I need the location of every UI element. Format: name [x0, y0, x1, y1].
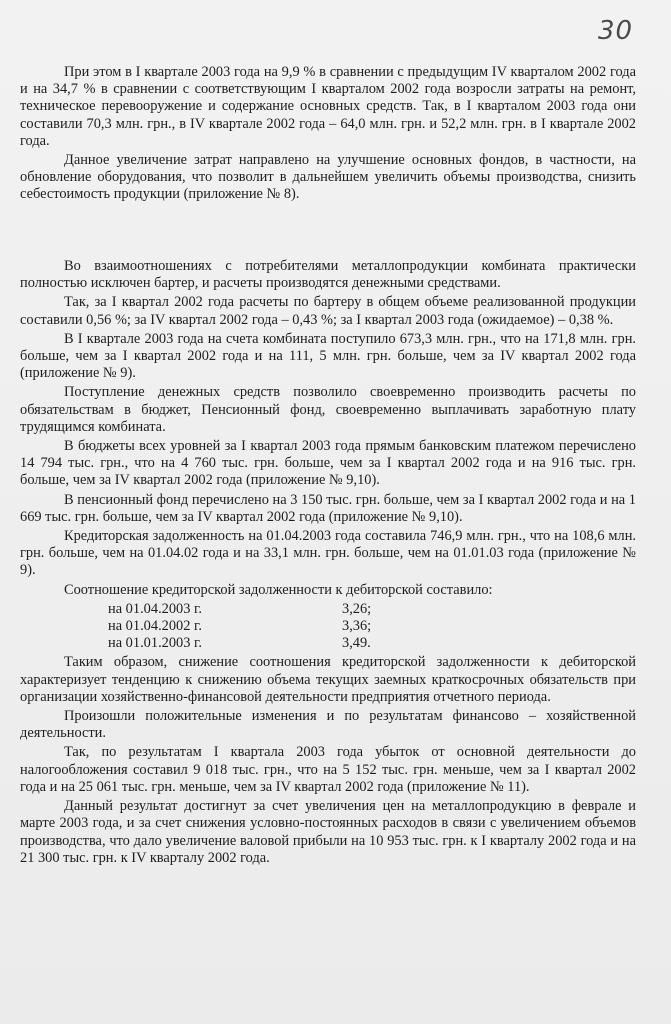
paragraph: Произошли положительные изменения и по результатам финансово – хозяйственной деятельности. — [20, 708, 636, 742]
paragraph: Данное увеличение затрат направлено на улучшение основных фондов, в частности, на обновление оборудования, что позволит в дальнейшем увеличить объемы производства, снизить себестоимость продукции (приложение № 8). — [20, 152, 636, 203]
section-settlements — [20, 258, 636, 869]
paragraph: При этом в I квартале 2003 года на 9,9 % в сравнении с предыдущим IV кварталом 2002 года и на 34,7 % в сравнении с соответствующим I кварталом 2002 года возросли затраты на ремонт, техническое перевооружение и содержание основных средств. Так, в I кварталом 2003 года они составили 70,3 млн. грн., в IV квартале 2002 года – 64,0 млн. грн. и 52,2 млн. грн. в I квартале 2002 года. — [20, 64, 636, 149]
paragraph: Кредиторская задолженность на 01.04.2003 года составила 746,9 млн. грн., что на 108,6 млн. грн. больше, чем на 01.04.02 года и на 33,1 млн. грн. больше, чем на 01.01.03 года (приложение № 9). — [20, 528, 636, 579]
paragraph: В бюджеты всех уровней за I квартал 2003 года прямым банковским платежом перечислено 14 794 тыс. грн., что на 4 760 тыс. грн. больше, чем за I квартал 2002 года и на 916 тыс. грн. больше, чем за IV квартал 2002 года (приложение № 9,10). — [20, 438, 636, 489]
paragraph: Поступление денежных средств позволило своевременно производить расчеты по обязательствам в бюджет, Пенсионный фонд, своевременно выплачивать заработную плату трудящимся комбината. — [20, 384, 636, 435]
paragraph: В I квартале 2003 года на счета комбината поступило 673,3 млн. грн., что на 171,8 млн. грн. больше, чем за I квартал 2002 года и на 111, 5 млн. грн. больше, чем за IV квартал 2002 года (приложение № 9). — [20, 330, 636, 382]
paragraph-ratio-heading: Соотношение кредиторской задолженности к дебиторской составило: — [64, 581, 493, 598]
section-repair-costs — [20, 64, 636, 206]
ratio-row — [20, 618, 636, 635]
ratio-value: 3,49. — [342, 635, 371, 652]
ratio-value: 3,26; — [342, 600, 372, 617]
paragraph: Так, за I квартал 2002 года расчеты по бартеру в общем объеме реализованной продукции составили 0,56 %; за IV квартал 2002 года – 0,43 %; за I квартал 2003 года (ожидаемое) – 0,38 %. — [20, 294, 636, 328]
ratio-list — [20, 601, 636, 653]
ratio-date: на 01.04.2002 г. — [108, 618, 202, 635]
paragraph: В пенсионный фонд перечислено на 3 150 тыс. грн. больше, чем за I квартал 2002 года и на 1 669 тыс. грн. больше, чем за IV квартал 2002 года (приложение № 9,10). — [20, 491, 636, 525]
ratio-date: на 01.04.2003 г. — [108, 600, 202, 617]
ratio-row — [20, 635, 636, 652]
paragraph: Так, по результатам I квартала 2003 года убыток от основной деятельности до налогообложения составил 9 018 тыс. грн., что на 5 152 тыс. грн. меньше, чем за I квартал 2002 года и на 25 061 тыс. грн. меньше, чем за IV квартал 2002 года (приложение № 11). — [20, 744, 636, 795]
paragraph-barter-intro: Во взаимоотношениях с потребителями металлопродукции комбината практически полностью исключен бартер, и расчеты производятся денежными средствами. — [20, 258, 636, 292]
ratio-row — [20, 601, 636, 618]
ratio-value: 3,36; — [342, 618, 372, 635]
handwritten-page-number: 30 — [598, 16, 634, 46]
paragraph: Данный результат достигнут за счет увеличения цен на металлопродукцию в феврале и марте 2003 года, и за счет снижения условно-постоянных расходов в связи с увеличением объемов производства, что дало увеличение валовой прибыли на 10 953 тыс. грн. к I кварталу 2002 года и на 21 300 тыс. грн. к IV кварталу 2002 года. — [20, 798, 636, 866]
paragraph: Таким образом, снижение соотношения кредиторской задолженности к дебиторской характеризует тенденцию к снижению объема текущих заемных краткосрочных обязательств при организации хозяйственно-финансовой деятельности предприятия отчетного периода. — [20, 654, 636, 705]
ratio-date: на 01.01.2003 г. — [108, 635, 202, 652]
